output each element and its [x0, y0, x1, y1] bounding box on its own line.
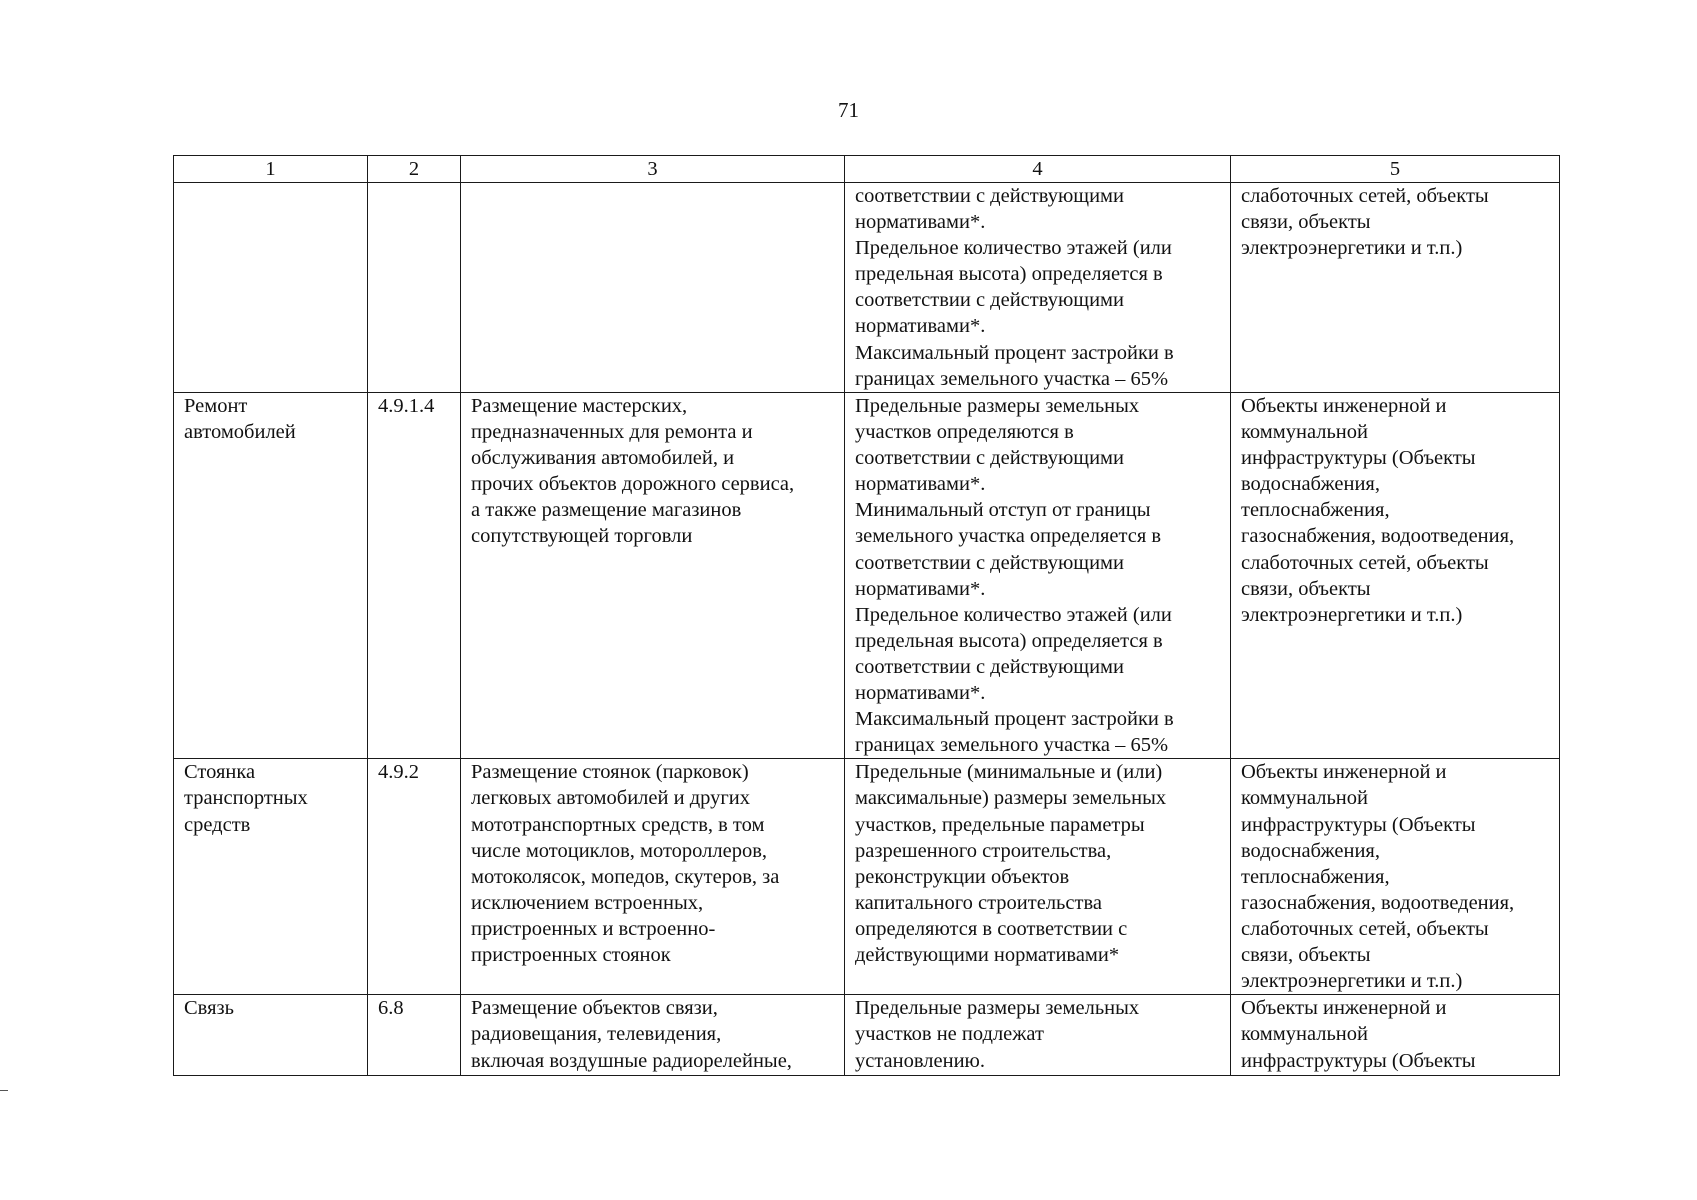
column-header-4: 4: [845, 156, 1231, 183]
column-header-1: 1: [174, 156, 368, 183]
cell-use-code: [368, 183, 461, 393]
cell-use-description: Размещение объектов связи, радиовещания, телевидения, включая воздушные радиорелейные,: [461, 995, 845, 1076]
cell-parameters: Предельные размеры земельных участков определяются в соответствии с действующими нормативами*. Минимальный отступ от границы земельного участка определяется в соответствии с действующими нормативами*. Предельное количество этажей (или предельная высота) определяется в соответствии с действующими нормативами*. Максимальный процент застройки в границах земельного участка – 65%: [845, 393, 1231, 759]
cell-parameters: Предельные размеры земельных участков не подлежат установлению.: [845, 995, 1231, 1076]
cell-use-name: Стоянка транспортных средств: [174, 759, 368, 995]
cell-use-code: 4.9.1.4: [368, 393, 461, 759]
cell-use-code: 6.8: [368, 995, 461, 1076]
cell-parameters: соответствии с действующими нормативами*. Предельное количество этажей (или предельная высота) определяется в соответствии с действующими нормативами*. Максимальный процент застройки в границах земельного участка – 65%: [845, 183, 1231, 393]
cell-use-description: Размещение стоянок (парковок) легковых автомобилей и других мототранспортных средств, в том числе мотоциклов, мотороллеров, мотоколясок, мопедов, скутеров, за исключением встроенных, пристроенных и встроенно- пристроенных стоянок: [461, 759, 845, 995]
cell-auxiliary-uses: Объекты инженерной и коммунальной инфраструктуры (Объекты водоснабжения, теплоснабжения, газоснабжения, водоотведения, слаботочных сетей, объекты связи, объекты электроэнергетики и т.п.): [1231, 393, 1560, 759]
cell-use-name: [174, 183, 368, 393]
table-header-row: [174, 156, 1560, 183]
cell-parameters: Предельные (минимальные и (или) максимальные) размеры земельных участков, предельные параметры разрешенного строительства, реконструкции объектов капитального строительства определяются в соответствии с действующими нормативами*: [845, 759, 1231, 995]
column-header-2: 2: [368, 156, 461, 183]
page-number: 71: [838, 98, 859, 122]
cell-auxiliary-uses: Объекты инженерной и коммунальной инфраструктуры (Объекты: [1231, 995, 1560, 1076]
column-header-5: 5: [1231, 156, 1560, 183]
cell-auxiliary-uses: Объекты инженерной и коммунальной инфраструктуры (Объекты водоснабжения, теплоснабжения, газоснабжения, водоотведения, слаботочных сетей, объекты связи, объекты электроэнергетики и т.п.): [1231, 759, 1560, 995]
margin-mark: [0, 1090, 8, 1091]
table-row: [174, 393, 1560, 759]
cell-use-name: Ремонт автомобилей: [174, 393, 368, 759]
cell-use-description: Размещение мастерских, предназначенных для ремонта и обслуживания автомобилей, и прочих объектов дорожного сервиса, а также размещение магазинов сопутствующей торговли: [461, 393, 845, 759]
table-row: [174, 183, 1560, 393]
cell-use-code: 4.9.2: [368, 759, 461, 995]
table-row: [174, 759, 1560, 995]
column-header-3: 3: [461, 156, 845, 183]
cell-auxiliary-uses: слаботочных сетей, объекты связи, объекты электроэнергетики и т.п.): [1231, 183, 1560, 393]
land-use-table: [173, 155, 1560, 1076]
cell-use-name: Связь: [174, 995, 368, 1076]
table-row: [174, 995, 1560, 1076]
cell-use-description: [461, 183, 845, 393]
